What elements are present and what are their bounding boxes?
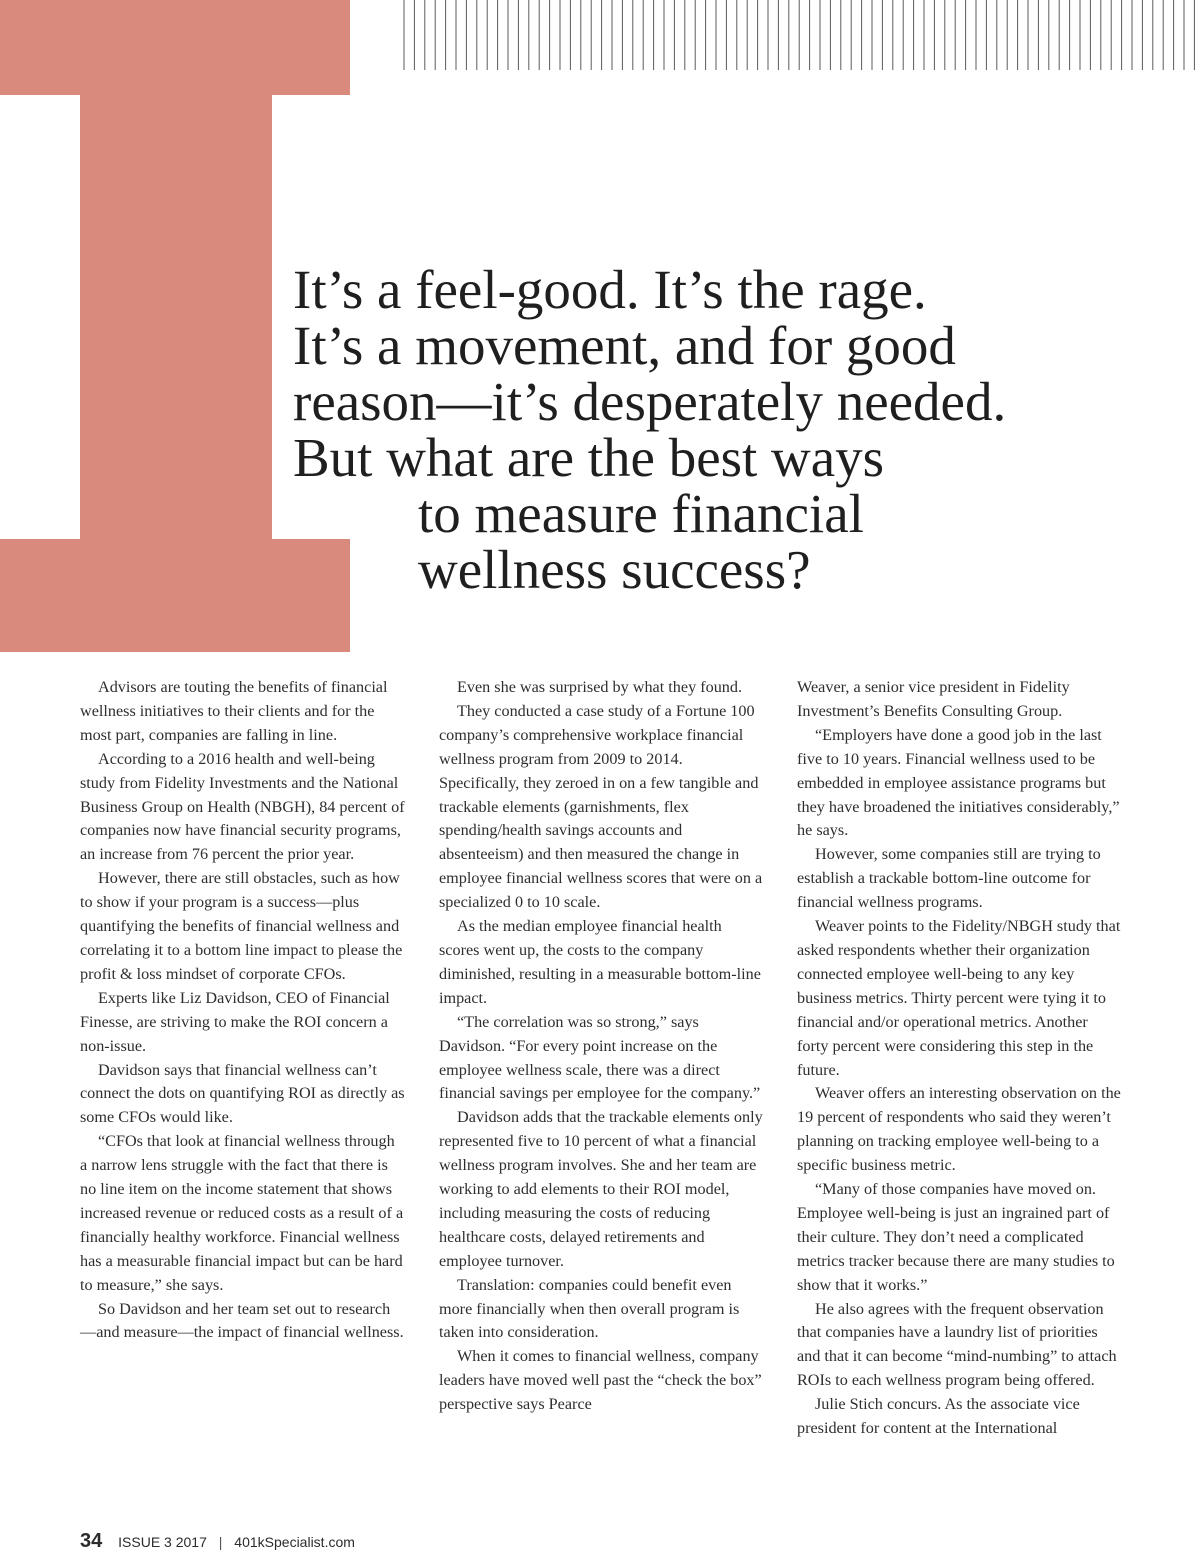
- paragraph: Davidson says that financial wellness can’t connect the dots on quantifying ROI as directly as some CFOs would like.: [80, 1060, 405, 1127]
- paragraph: Julie Stich concurs. As the associate vice president for content at the International: [797, 1395, 1080, 1438]
- paragraph: So Davidson and her team set out to research—and measure—the impact of financial wellness.: [80, 1299, 404, 1342]
- paragraph: Davidson adds that the trackable elements only represented five to 10 percent of what a financial wellness program involves. She and her team are working to add elements to their ROI model, including measuring the costs of reducing healthcare costs, delayed retirements and employee turnover.: [439, 1108, 763, 1270]
- headline-line: wellness success?: [418, 539, 811, 600]
- paragraph: However, there are still obstacles, such as how to show if your program is a success—plus quantifying the benefits of financial wellness and correlating it to a bottom line impact to please the profit & loss mindset of corporate CFOs.: [80, 869, 403, 983]
- paragraph: “Many of those companies have moved on. Employee well-being is just an ingrained part of their culture. They don’t need a complicated metrics tracker because there are many studies to show that it works.”: [797, 1180, 1115, 1294]
- headline-line: to measure financial: [418, 483, 864, 544]
- paragraph: However, some companies still are trying to establish a trackable bottom-line outcome for financial wellness programs.: [797, 845, 1101, 912]
- paragraph: Even she was surprised by what they found.: [457, 678, 743, 696]
- paragraph: He also agrees with the frequent observation that companies have a laundry list of priorities and that it can become “mind-numbing” to attach ROIs to each wellness program being offered.: [797, 1299, 1117, 1390]
- footer-separator: |: [218, 1534, 223, 1550]
- paragraph: Translation: companies could benefit even more financially when then overall program is taken into consideration.: [439, 1275, 740, 1342]
- paragraph: “The correlation was so strong,” says Davidson. “For every point increase on the employee wellness scale, there was a direct financial savings per employee for the company.”: [439, 1012, 761, 1103]
- paragraph: “Employers have done a good job in the last five to 10 years. Financial wellness used to be embedded in employee assistance programs but they have broadened the initiatives considerably,” he says.: [797, 725, 1120, 840]
- paragraph: When it comes to financial wellness, company leaders have moved well past the “check the box” perspective says Pearce: [439, 1347, 762, 1414]
- headline-line: reason—it’s desperately needed.: [293, 371, 1007, 432]
- headline: [293, 259, 1153, 600]
- headline-line: It’s a feel-good. It’s the rage.: [293, 259, 927, 320]
- body-column-1: [80, 676, 405, 1345]
- body-column-3: [797, 676, 1122, 1441]
- website-link[interactable]: 401kSpecialist.com: [234, 1534, 355, 1550]
- paragraph: Advisors are touting the benefits of financial wellness initiatives to their clients and for the most part, companies are falling in line.: [80, 678, 388, 744]
- paragraph: According to a 2016 health and well-being study from Fidelity Investments and the National Business Group on Health (NBGH), 84 percent of companies now have financial security programs, an increase from 76 percent the prior year.: [80, 749, 405, 864]
- paragraph: They conducted a case study of a Fortune 100 company’s comprehensive workplace financial wellness program from 2009 to 2014. Specifically, they zeroed in on a few tangible and trackable elements (garnishments, flex spending/health savings accounts and absenteeism) and then measured the change in employee financial wellness scores that were on a specialized 0 to 10 scale.: [439, 701, 763, 912]
- page-footer: [80, 1530, 355, 1553]
- headline-line: But what are the best ways: [293, 427, 885, 488]
- headline-line: It’s a movement, and for good: [293, 315, 956, 376]
- page-number: 34: [80, 1530, 103, 1552]
- paragraph: Weaver, a senior vice president in Fidelity Investment’s Benefits Consulting Group.: [797, 678, 1070, 720]
- paragraph: Weaver points to the Fidelity/NBGH study that asked respondents whether their organization connected employee well-being to any key business metrics. Thirty percent were tying it to financial and/or operational metrics. Another forty percent were considering this step in the future.: [797, 917, 1121, 1079]
- issue-label: ISSUE 3 2017: [118, 1534, 207, 1550]
- decorative-tick-rule: [402, 0, 1200, 72]
- paragraph: “CFOs that look at financial wellness through a narrow lens struggle with the fact that there is no line item on the income statement that shows increased revenue or reduced costs as a result of a financially healthy workforce. Financial wellness has a measurable financial impact but can be hard to measure,” she says.: [80, 1132, 404, 1294]
- paragraph: Weaver offers an interesting observation on the 19 percent of respondents who said they weren’t planning on tracking employee well-being to a specific business metric.: [797, 1084, 1121, 1175]
- body-column-2: [439, 676, 764, 1417]
- paragraph: Experts like Liz Davidson, CEO of Financial Finesse, are striving to make the ROI concern a non-issue.: [80, 988, 390, 1055]
- paragraph: As the median employee financial health scores went up, the costs to the company diminished, resulting in a measurable bottom-line impact.: [439, 917, 761, 1007]
